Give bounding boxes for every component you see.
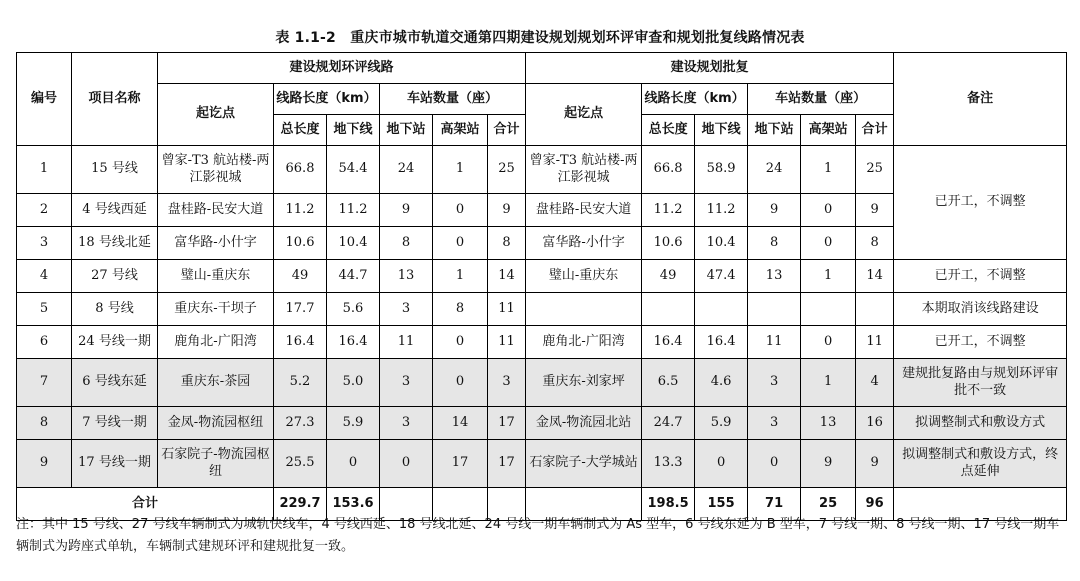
cell-env-sum: 8 [488,227,526,260]
header-env-group: 建设规划环评线路 [158,53,526,84]
header-env-route: 起讫点 [158,84,274,146]
cell-env-total: 25.5 [274,440,327,488]
cell-remark: 拟调整制式和敷设方式，终点延伸 [894,440,1067,488]
cell-no: 1 [17,146,72,194]
cell-app-route: 璧山-重庆东 [526,260,642,293]
cell-app-total: 11.2 [642,194,695,227]
cell-env-el: 0 [433,326,488,359]
cell-env-el: 1 [433,260,488,293]
cell-env-route: 盘桂路-民安大道 [158,194,274,227]
header-app-sum: 合计 [856,115,894,146]
cell-app-el: 0 [801,227,856,260]
cell-app-el: 0 [801,194,856,227]
total-app-ugs: 71 [748,488,801,521]
cell-app-sum: 14 [856,260,894,293]
header-app-stations: 车站数量（座） [748,84,894,115]
cell-name: 15 号线 [72,146,158,194]
cell-env-sum: 11 [488,293,526,326]
cell-env-route: 鹿角北-广阳湾 [158,326,274,359]
cell-app-route: 重庆东-刘家坪 [526,359,642,407]
cell-app-sum: 16 [856,407,894,440]
cell-remark: 已开工，不调整 [894,146,1067,260]
cell-remark: 已开工，不调整 [894,326,1067,359]
cell-name: 27 号线 [72,260,158,293]
cell-env-ug: 54.4 [327,146,380,194]
table-row [17,440,1067,488]
cell-app-total [642,293,695,326]
cell-app-total: 24.7 [642,407,695,440]
cell-name: 18 号线北延 [72,227,158,260]
cell-env-sum: 17 [488,440,526,488]
cell-name: 24 号线一期 [72,326,158,359]
total-app-el: 25 [801,488,856,521]
cell-app-route: 金凤-物流园北站 [526,407,642,440]
cell-app-ugs: 13 [748,260,801,293]
cell-app-sum: 9 [856,440,894,488]
cell-no: 7 [17,359,72,407]
cell-env-route: 金凤-物流园枢纽 [158,407,274,440]
cell-app-sum [856,293,894,326]
cell-env-ugs: 13 [380,260,433,293]
cell-env-ug: 5.9 [327,407,380,440]
cell-env-total: 16.4 [274,326,327,359]
header-app-route: 起讫点 [526,84,642,146]
cell-env-ugs: 3 [380,407,433,440]
total-env-ug: 153.6 [327,488,380,521]
cell-app-el: 0 [801,326,856,359]
cell-env-ugs: 3 [380,293,433,326]
cell-app-ug: 10.4 [695,227,748,260]
header-env-ug-station: 地下站 [380,115,433,146]
cell-env-sum: 9 [488,194,526,227]
cell-env-total: 66.8 [274,146,327,194]
cell-env-ugs: 3 [380,359,433,407]
cell-app-route: 盘桂路-民安大道 [526,194,642,227]
cell-env-route: 曾家-T3 航站楼-两江影视城 [158,146,274,194]
cell-env-ug: 10.4 [327,227,380,260]
cell-app-sum: 9 [856,194,894,227]
table-row [17,146,1067,194]
cell-env-sum: 14 [488,260,526,293]
cell-app-route: 石家院子-大学城站 [526,440,642,488]
cell-no: 6 [17,326,72,359]
header-env-sum: 合计 [488,115,526,146]
cell-env-sum: 17 [488,407,526,440]
cell-no: 2 [17,194,72,227]
header-app-underground: 地下线 [695,115,748,146]
table-row [17,359,1067,407]
cell-app-sum: 11 [856,326,894,359]
header-env-elevated: 高架站 [433,115,488,146]
cell-app-ug: 58.9 [695,146,748,194]
cell-name: 4 号线西延 [72,194,158,227]
total-app-sum: 96 [856,488,894,521]
cell-app-total: 16.4 [642,326,695,359]
cell-app-sum: 25 [856,146,894,194]
header-env-stations: 车站数量（座） [380,84,526,115]
header-app-ug-station: 地下站 [748,115,801,146]
cell-app-el: 1 [801,146,856,194]
cell-app-ugs: 8 [748,227,801,260]
cell-no: 8 [17,407,72,440]
cell-app-el [801,293,856,326]
total-app-total: 198.5 [642,488,695,521]
cell-env-el: 0 [433,359,488,407]
table-footnote: 注：其中 15 号线、27 号线车辆制式为城轨快线车，4 号线西延、18 号线北延、24 号线一期车辆制式为 As 型车，6 号线东延为 B 型车，7 号线一期、8 号线一期、17 号线一期车辆制式为跨座式单轨，车辆制式建规环评和建规批复一致。 [16,517,1060,554]
total-app-ug: 155 [695,488,748,521]
cell-app-route: 鹿角北-广阳湾 [526,326,642,359]
cell-remark: 本期取消该线路建设 [894,293,1067,326]
header-name: 项目名称 [72,53,158,146]
cell-env-ug: 5.6 [327,293,380,326]
cell-env-ugs: 8 [380,227,433,260]
cell-name: 6 号线东延 [72,359,158,407]
cell-name: 17 号线一期 [72,440,158,488]
cell-env-route: 璧山-重庆东 [158,260,274,293]
cell-env-sum: 11 [488,326,526,359]
cell-env-el: 14 [433,407,488,440]
cell-env-el: 0 [433,194,488,227]
header-env-underground: 地下线 [327,115,380,146]
cell-name: 8 号线 [72,293,158,326]
cell-app-total: 10.6 [642,227,695,260]
cell-env-el: 8 [433,293,488,326]
header-no: 编号 [17,53,72,146]
cell-env-route: 富华路-小什字 [158,227,274,260]
cell-env-route: 石家院子-物流园枢纽 [158,440,274,488]
cell-env-ugs: 9 [380,194,433,227]
cell-no: 3 [17,227,72,260]
cell-app-sum: 4 [856,359,894,407]
cell-env-sum: 25 [488,146,526,194]
cell-env-ug: 0 [327,440,380,488]
cell-app-ugs: 9 [748,194,801,227]
cell-app-total: 66.8 [642,146,695,194]
cell-env-total: 5.2 [274,359,327,407]
table-row [17,293,1067,326]
cell-env-sum: 3 [488,359,526,407]
header-app-group: 建设规划批复 [526,53,894,84]
table-title: 表 1.1-2 重庆市城市轨道交通第四期建设规划规划环评审查和规划批复线路情况表 [275,30,805,46]
cell-app-total: 6.5 [642,359,695,407]
cell-app-ug: 47.4 [695,260,748,293]
cell-app-ugs: 3 [748,407,801,440]
cell-app-el: 9 [801,440,856,488]
cell-app-ug: 16.4 [695,326,748,359]
cell-env-ug: 11.2 [327,194,380,227]
cell-remark: 建规批复路由与规划环评审批不一致 [894,359,1067,407]
cell-app-ugs: 24 [748,146,801,194]
cell-app-ug: 5.9 [695,407,748,440]
header-env-length: 线路长度（km） [274,84,380,115]
total-label: 合计 [17,488,274,521]
header-env-total-len: 总长度 [274,115,327,146]
cell-env-total: 10.6 [274,227,327,260]
route-table [16,52,1067,521]
cell-app-ug [695,293,748,326]
cell-app-ug: 0 [695,440,748,488]
header-remark: 备注 [894,53,1067,146]
cell-no: 4 [17,260,72,293]
cell-env-el: 1 [433,146,488,194]
header-app-elevated: 高架站 [801,115,856,146]
cell-env-el: 17 [433,440,488,488]
cell-env-ug: 44.7 [327,260,380,293]
table-row [17,260,1067,293]
cell-no: 9 [17,440,72,488]
cell-env-ug: 5.0 [327,359,380,407]
table-row [17,407,1067,440]
cell-env-total: 27.3 [274,407,327,440]
cell-app-ug: 11.2 [695,194,748,227]
cell-app-route [526,293,642,326]
cell-env-route: 重庆东-茶园 [158,359,274,407]
cell-app-ugs: 11 [748,326,801,359]
cell-env-ugs: 11 [380,326,433,359]
cell-env-el: 0 [433,227,488,260]
cell-app-sum: 8 [856,227,894,260]
cell-app-ugs: 0 [748,440,801,488]
cell-remark: 已开工，不调整 [894,260,1067,293]
cell-env-ug: 16.4 [327,326,380,359]
cell-app-el: 1 [801,359,856,407]
cell-app-route: 曾家-T3 航站楼-两江影视城 [526,146,642,194]
cell-app-ug: 4.6 [695,359,748,407]
cell-remark: 拟调整制式和敷设方式 [894,407,1067,440]
table-row [17,326,1067,359]
cell-app-route: 富华路-小什字 [526,227,642,260]
header-app-length: 线路长度（km） [642,84,748,115]
cell-env-ugs: 0 [380,440,433,488]
cell-app-ugs: 3 [748,359,801,407]
cell-app-el: 13 [801,407,856,440]
cell-app-total: 13.3 [642,440,695,488]
cell-app-ugs [748,293,801,326]
cell-name: 7 号线一期 [72,407,158,440]
header-app-total-len: 总长度 [642,115,695,146]
cell-env-route: 重庆东-干坝子 [158,293,274,326]
cell-app-total: 49 [642,260,695,293]
cell-app-el: 1 [801,260,856,293]
cell-env-ugs: 24 [380,146,433,194]
cell-env-total: 11.2 [274,194,327,227]
cell-env-total: 17.7 [274,293,327,326]
cell-env-total: 49 [274,260,327,293]
total-env-total: 229.7 [274,488,327,521]
cell-no: 5 [17,293,72,326]
